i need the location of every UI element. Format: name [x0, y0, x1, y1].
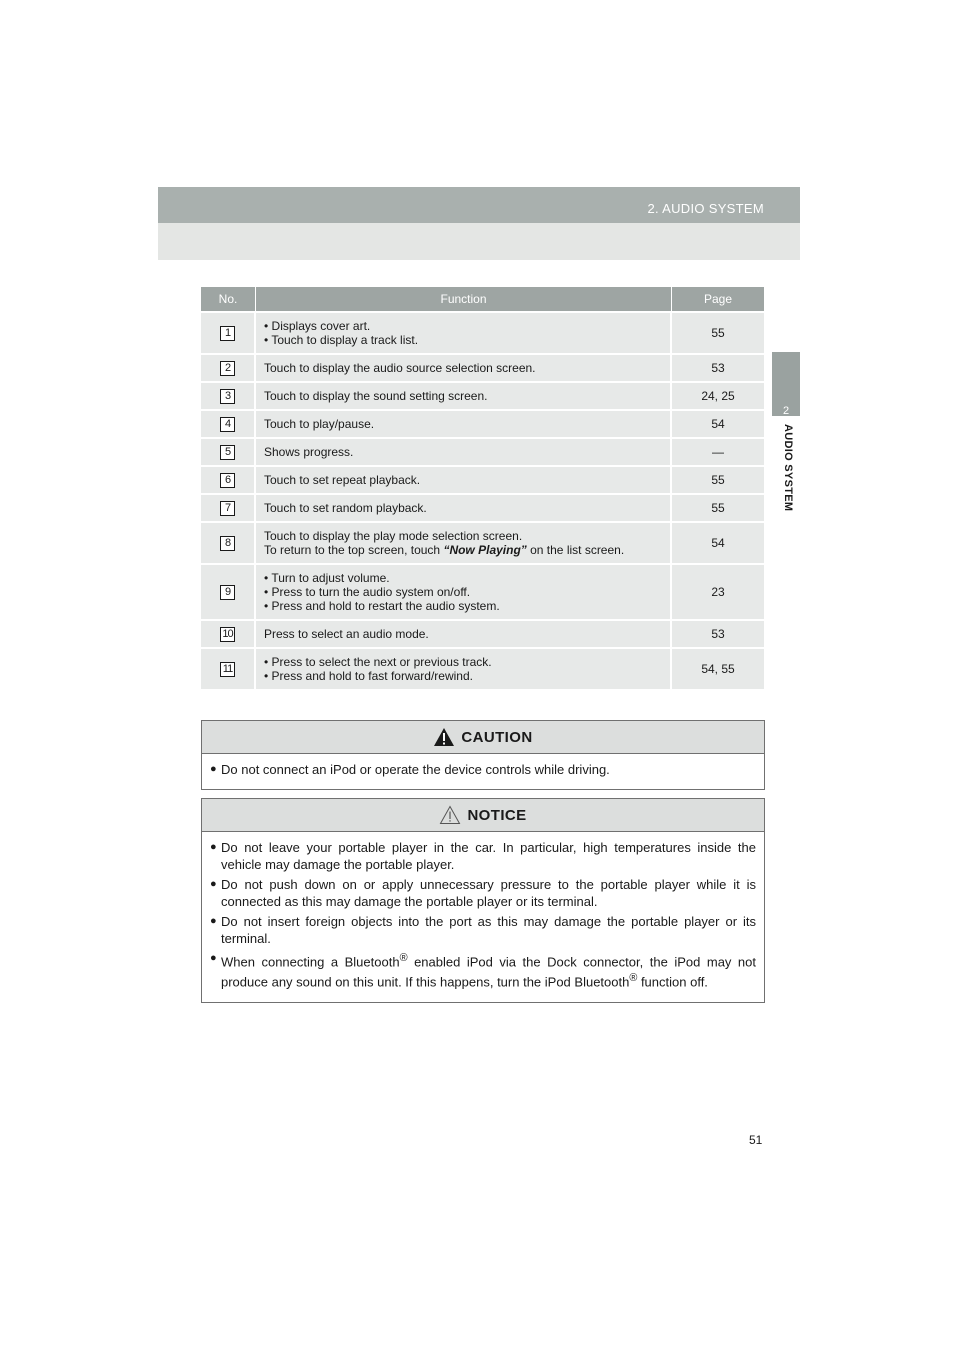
table-row	[201, 619, 764, 647]
chapter-label: AUDIO SYSTEM	[782, 424, 794, 512]
function-cell	[256, 467, 672, 493]
notice-title: NOTICE	[467, 806, 527, 824]
function-line: • Press and hold to fast forward/rewind.	[264, 669, 662, 683]
table-row	[201, 493, 764, 521]
number-badge: 5	[220, 445, 235, 460]
table-row	[201, 465, 764, 493]
warning-icon	[433, 727, 455, 747]
bullet-icon: ●	[210, 841, 217, 853]
notice-text: Do not push down on or apply unnecessary pressure to the portable player while it is connected as this may damage the portable player or its terminal.	[221, 877, 756, 909]
row-number-cell	[201, 621, 256, 647]
row-number-cell	[201, 565, 256, 619]
function-line: Touch to display the play mode selection screen.	[264, 529, 523, 543]
list-item	[210, 950, 756, 991]
section-title: 2. AUDIO SYSTEM	[647, 201, 764, 216]
caution-text: Do not connect an iPod or operate the device controls while driving.	[221, 762, 610, 777]
header-subband	[158, 223, 800, 260]
function-cell	[256, 355, 672, 381]
row-number-cell	[201, 355, 256, 381]
caution-header	[202, 721, 764, 754]
function-line: Shows progress.	[264, 445, 354, 459]
row-number-cell	[201, 523, 256, 563]
list-item	[210, 839, 756, 873]
function-cell	[256, 411, 672, 437]
page-cell: 55	[711, 473, 725, 487]
bullet-icon: ●	[210, 952, 217, 964]
number-badge: 2	[220, 361, 235, 376]
table-row	[201, 409, 764, 437]
table-row	[201, 381, 764, 409]
table-row	[201, 311, 764, 353]
notice-text: Do not insert foreign objects into the port as this may damage the portable player or its terminal.	[221, 914, 756, 946]
notice-text-bluetooth	[221, 950, 756, 991]
table-row	[201, 353, 764, 381]
function-line: Touch to display the audio source selection screen.	[264, 361, 536, 375]
function-line: • Turn to adjust volume.	[264, 571, 662, 585]
number-badge: 8	[220, 536, 235, 551]
notice-header	[202, 799, 764, 832]
function-line: Touch to set random playback.	[264, 501, 427, 515]
header-no: No.	[201, 287, 256, 311]
notice-text-part: When connecting a Bluetooth	[221, 954, 400, 970]
table-row	[201, 437, 764, 465]
table-row	[201, 563, 764, 619]
notice-text-part: function off.	[637, 974, 708, 990]
function-cell	[256, 495, 672, 521]
registered-mark: ®	[399, 952, 408, 964]
row-number-cell	[201, 383, 256, 409]
number-badge: 7	[220, 501, 235, 516]
function-line: Touch to set repeat playback.	[264, 473, 421, 487]
caution-box	[201, 720, 765, 790]
row-number-cell	[201, 495, 256, 521]
function-cell	[256, 621, 672, 647]
registered-mark: ®	[629, 972, 638, 985]
table-header	[201, 287, 764, 311]
page-cell: 54	[711, 536, 725, 550]
row-number-cell	[201, 411, 256, 437]
caution-body	[202, 754, 764, 789]
list-item	[210, 913, 756, 947]
page-number: 51	[749, 1133, 763, 1147]
table-row	[201, 647, 764, 689]
list-item	[210, 876, 756, 910]
function-line: Press to select an audio mode.	[264, 627, 429, 641]
header-page: Page	[703, 292, 733, 306]
bullet-icon: ●	[210, 878, 217, 890]
number-badge: 11	[220, 662, 235, 677]
function-cell	[256, 383, 672, 409]
function-line: • Displays cover art.	[264, 319, 662, 333]
row-number-cell	[201, 439, 256, 465]
page-cell: 53	[711, 361, 725, 375]
number-badge: 1	[220, 326, 235, 341]
number-badge: 4	[220, 417, 235, 432]
page-cell: 54, 55	[701, 662, 735, 676]
caution-title: CAUTION	[461, 728, 533, 746]
header-function: Function	[256, 287, 672, 311]
function-line: • Press and hold to restart the audio system.	[264, 599, 662, 613]
function-cell	[256, 649, 672, 689]
chapter-number: 2	[782, 405, 790, 417]
function-cell	[256, 565, 672, 619]
row-number-cell	[201, 467, 256, 493]
page-cell: —	[712, 445, 724, 459]
now-playing-label: “Now Playing”	[443, 543, 527, 557]
notice-box	[201, 798, 765, 1003]
function-text: on the list screen.	[526, 543, 625, 557]
notice-body	[202, 832, 764, 1002]
row-number-cell	[201, 649, 256, 689]
function-cell	[256, 439, 672, 465]
function-line: • Touch to display a track list.	[264, 333, 662, 347]
bullet-icon: ●	[210, 915, 217, 927]
notice-text: Do not leave your portable player in the car. In particular, high temperatures inside the vehicle may damage the portable player.	[221, 840, 756, 872]
page-cell: 55	[711, 326, 725, 340]
function-cell	[256, 313, 672, 353]
list-item	[210, 761, 756, 778]
function-line: • Press to select the next or previous track.	[264, 655, 662, 669]
page-cell: 24, 25	[701, 389, 735, 403]
function-line	[264, 543, 662, 557]
table-body	[201, 311, 764, 689]
function-text: To return to the top screen, touch	[264, 543, 444, 557]
table-row	[201, 521, 764, 563]
page-cell: 55	[711, 501, 725, 515]
number-badge: 10	[220, 627, 235, 642]
function-table	[201, 287, 764, 689]
bullet-icon: ●	[210, 763, 217, 775]
function-line: • Press to turn the audio system on/off.	[264, 585, 662, 599]
page-cell: 23	[711, 585, 725, 599]
number-badge: 9	[220, 585, 235, 600]
function-cell	[256, 523, 672, 563]
number-badge: 6	[220, 473, 235, 488]
function-line: Touch to display the sound setting screen.	[264, 389, 488, 403]
notice-text-part: enabled iPod via the Dock connector, the iPod may not produce any sound on this unit. If this happens, turn the iPod Bluetooth	[221, 954, 757, 990]
function-line: Touch to play/pause.	[264, 417, 375, 431]
page-cell: 53	[711, 627, 725, 641]
number-badge: 3	[220, 389, 235, 404]
row-number-cell	[201, 313, 256, 353]
page-cell: 54	[711, 417, 725, 431]
warning-outline-icon	[439, 805, 461, 825]
